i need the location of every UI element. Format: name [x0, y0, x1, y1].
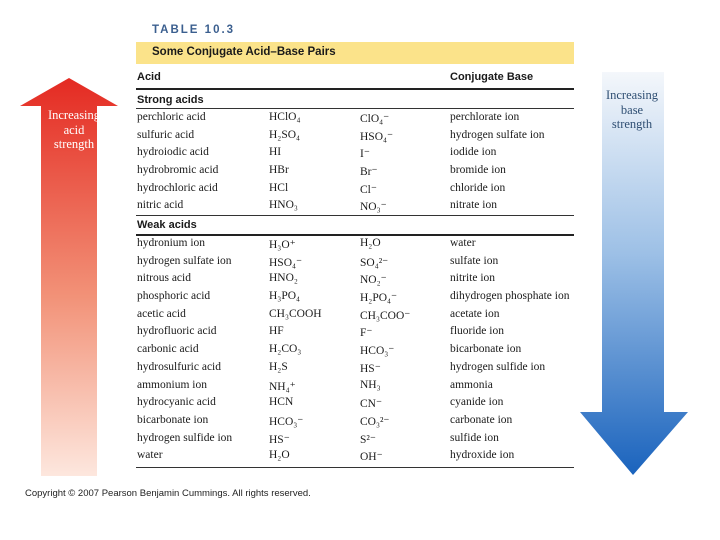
base-name: iodide ion: [450, 146, 497, 159]
base-strength-label: Increasing base strength: [605, 88, 659, 131]
acid-name: bicarbonate ion: [137, 413, 209, 426]
base-strength-arrow: [578, 72, 690, 477]
acid-name: hydrogen sulfide ion: [137, 431, 233, 444]
acid-name: sulfuric acid: [137, 128, 195, 141]
base-name: ammonia: [450, 378, 493, 391]
weak-acids-rows: [136, 235, 574, 465]
acid-name: ammonium ion: [137, 378, 207, 391]
base-formula: H₂PO₄⁻: [360, 292, 398, 305]
acid-formula: HF: [269, 325, 284, 338]
table-row: [136, 323, 574, 341]
base-formula: HS⁻: [360, 362, 381, 375]
acid-formula: H₂SO₄: [269, 128, 301, 141]
table-row: [136, 377, 574, 395]
acid-name: nitrous acid: [137, 272, 191, 285]
acid-formula: HNO₂: [269, 272, 298, 285]
acid-formula: HSO₄⁻: [269, 256, 303, 269]
acid-name: perchloric acid: [137, 111, 206, 123]
acid-name: nitric acid: [137, 199, 184, 212]
base-name: nitrite ion: [450, 272, 496, 285]
acid-formula: NH₄⁺: [269, 380, 296, 393]
acid-name: hydrosulfuric acid: [137, 360, 221, 373]
copyright-footer: Copyright © 2007 Pearson Benjamin Cummings. All rights reserved.: [25, 488, 311, 499]
base-formula: S²⁻: [360, 433, 376, 446]
table-row: [136, 270, 574, 288]
table-row: [136, 306, 574, 324]
acid-name: water: [137, 449, 163, 462]
acid-formula: CH₃COOH: [269, 307, 322, 320]
base-name: acetate ion: [450, 307, 500, 320]
base-formula: Cl⁻: [360, 183, 377, 196]
acid-name: acetic acid: [137, 307, 186, 320]
table-caption: Some Conjugate Acid–Base Pairs: [152, 46, 336, 58]
acid-name: hydrocyanic acid: [137, 396, 216, 409]
acid-name: hydrobromic acid: [137, 164, 219, 177]
base-formula: NH₃: [360, 378, 381, 391]
strong-acids-heading: Strong acids: [137, 94, 204, 106]
acid-name: hydroiodic acid: [137, 146, 209, 159]
table-row: [136, 288, 574, 306]
acid-formula: HClO₄: [269, 111, 301, 123]
base-formula: CN⁻: [360, 398, 383, 411]
base-name: chloride ion: [450, 181, 506, 194]
table-row: [136, 253, 574, 271]
base-formula: I⁻: [360, 148, 370, 161]
base-name: sulfide ion: [450, 431, 499, 444]
acid-name: carbonic acid: [137, 343, 199, 356]
base-formula: H₂O: [360, 237, 381, 249]
acid-formula: H₂S: [269, 360, 288, 373]
acid-formula: HCO₃⁻: [269, 415, 304, 428]
acid-name: phosphoric acid: [137, 290, 211, 303]
table-row: [136, 359, 574, 377]
base-formula: CO₃²⁻: [360, 415, 390, 428]
base-name: dihydrogen phosphate ion: [450, 290, 570, 303]
table-number: TABLE 10.3: [152, 24, 236, 36]
base-name: hydrogen sulfate ion: [450, 128, 545, 141]
base-name: nitrate ion: [450, 199, 497, 212]
acid-name: hydrochloric acid: [137, 181, 218, 194]
base-formula: F⁻: [360, 327, 373, 340]
acid-column-header: Acid: [137, 71, 161, 83]
base-formula: NO₂⁻: [360, 274, 387, 287]
base-name: carbonate ion: [450, 413, 513, 426]
table-bottom-rule: [136, 467, 574, 468]
acid-formula: H₃O⁺: [269, 239, 296, 251]
base-name: perchlorate ion: [450, 111, 520, 123]
base-formula: ClO₄⁻: [360, 113, 390, 125]
base-name: bicarbonate ion: [450, 343, 522, 356]
table-row: [136, 144, 574, 162]
table-row: [136, 394, 574, 412]
acid-formula: HCl: [269, 181, 289, 194]
base-formula: NO₃⁻: [360, 201, 387, 214]
base-name: water: [450, 237, 476, 249]
base-name: bromide ion: [450, 164, 506, 177]
table-caption-bar: [136, 42, 574, 64]
acid-formula: H₃PO₄: [269, 290, 301, 303]
acid-name: hydrofluoric acid: [137, 325, 217, 338]
acid-name: hydrogen sulfate ion: [137, 254, 232, 267]
base-name: sulfate ion: [450, 254, 499, 267]
base-column-header: Conjugate Base: [450, 71, 534, 83]
acid-name: hydronium ion: [137, 237, 206, 249]
base-formula: OH⁻: [360, 451, 383, 464]
acid-strength-label: Increasing acid strength: [47, 108, 101, 151]
base-name: fluoride ion: [450, 325, 504, 338]
table-row: [136, 447, 574, 465]
table-row: [136, 430, 574, 448]
table-row: [136, 341, 574, 359]
acid-formula: HI: [269, 146, 282, 159]
weak-acids-heading: Weak acids: [137, 219, 197, 231]
strong-acids-rows: [136, 109, 574, 215]
table-row: [136, 162, 574, 180]
table-row: [136, 235, 574, 253]
section-divider: [136, 215, 574, 216]
acid-formula: H₂CO₃: [269, 343, 302, 356]
header-divider: [136, 88, 574, 90]
acid-formula: H₂O: [269, 449, 290, 462]
table-row: [136, 412, 574, 430]
acid-formula: HCN: [269, 396, 294, 409]
base-formula: Br⁻: [360, 166, 378, 179]
table-row: [136, 127, 574, 145]
base-formula: HCO₃⁻: [360, 345, 395, 358]
base-name: hydroxide ion: [450, 449, 515, 462]
table-row: [136, 109, 574, 127]
base-name: hydrogen sulfide ion: [450, 360, 546, 373]
base-formula: HSO₄⁻: [360, 130, 394, 143]
base-formula: SO₄²⁻: [360, 256, 389, 269]
table-row: [136, 197, 574, 215]
base-formula: CH₃COO⁻: [360, 309, 411, 322]
acid-formula: HBr: [269, 164, 289, 177]
acid-formula: HNO₃: [269, 199, 298, 212]
acid-formula: HS⁻: [269, 433, 290, 446]
base-name: cyanide ion: [450, 396, 504, 409]
table-row: [136, 180, 574, 198]
